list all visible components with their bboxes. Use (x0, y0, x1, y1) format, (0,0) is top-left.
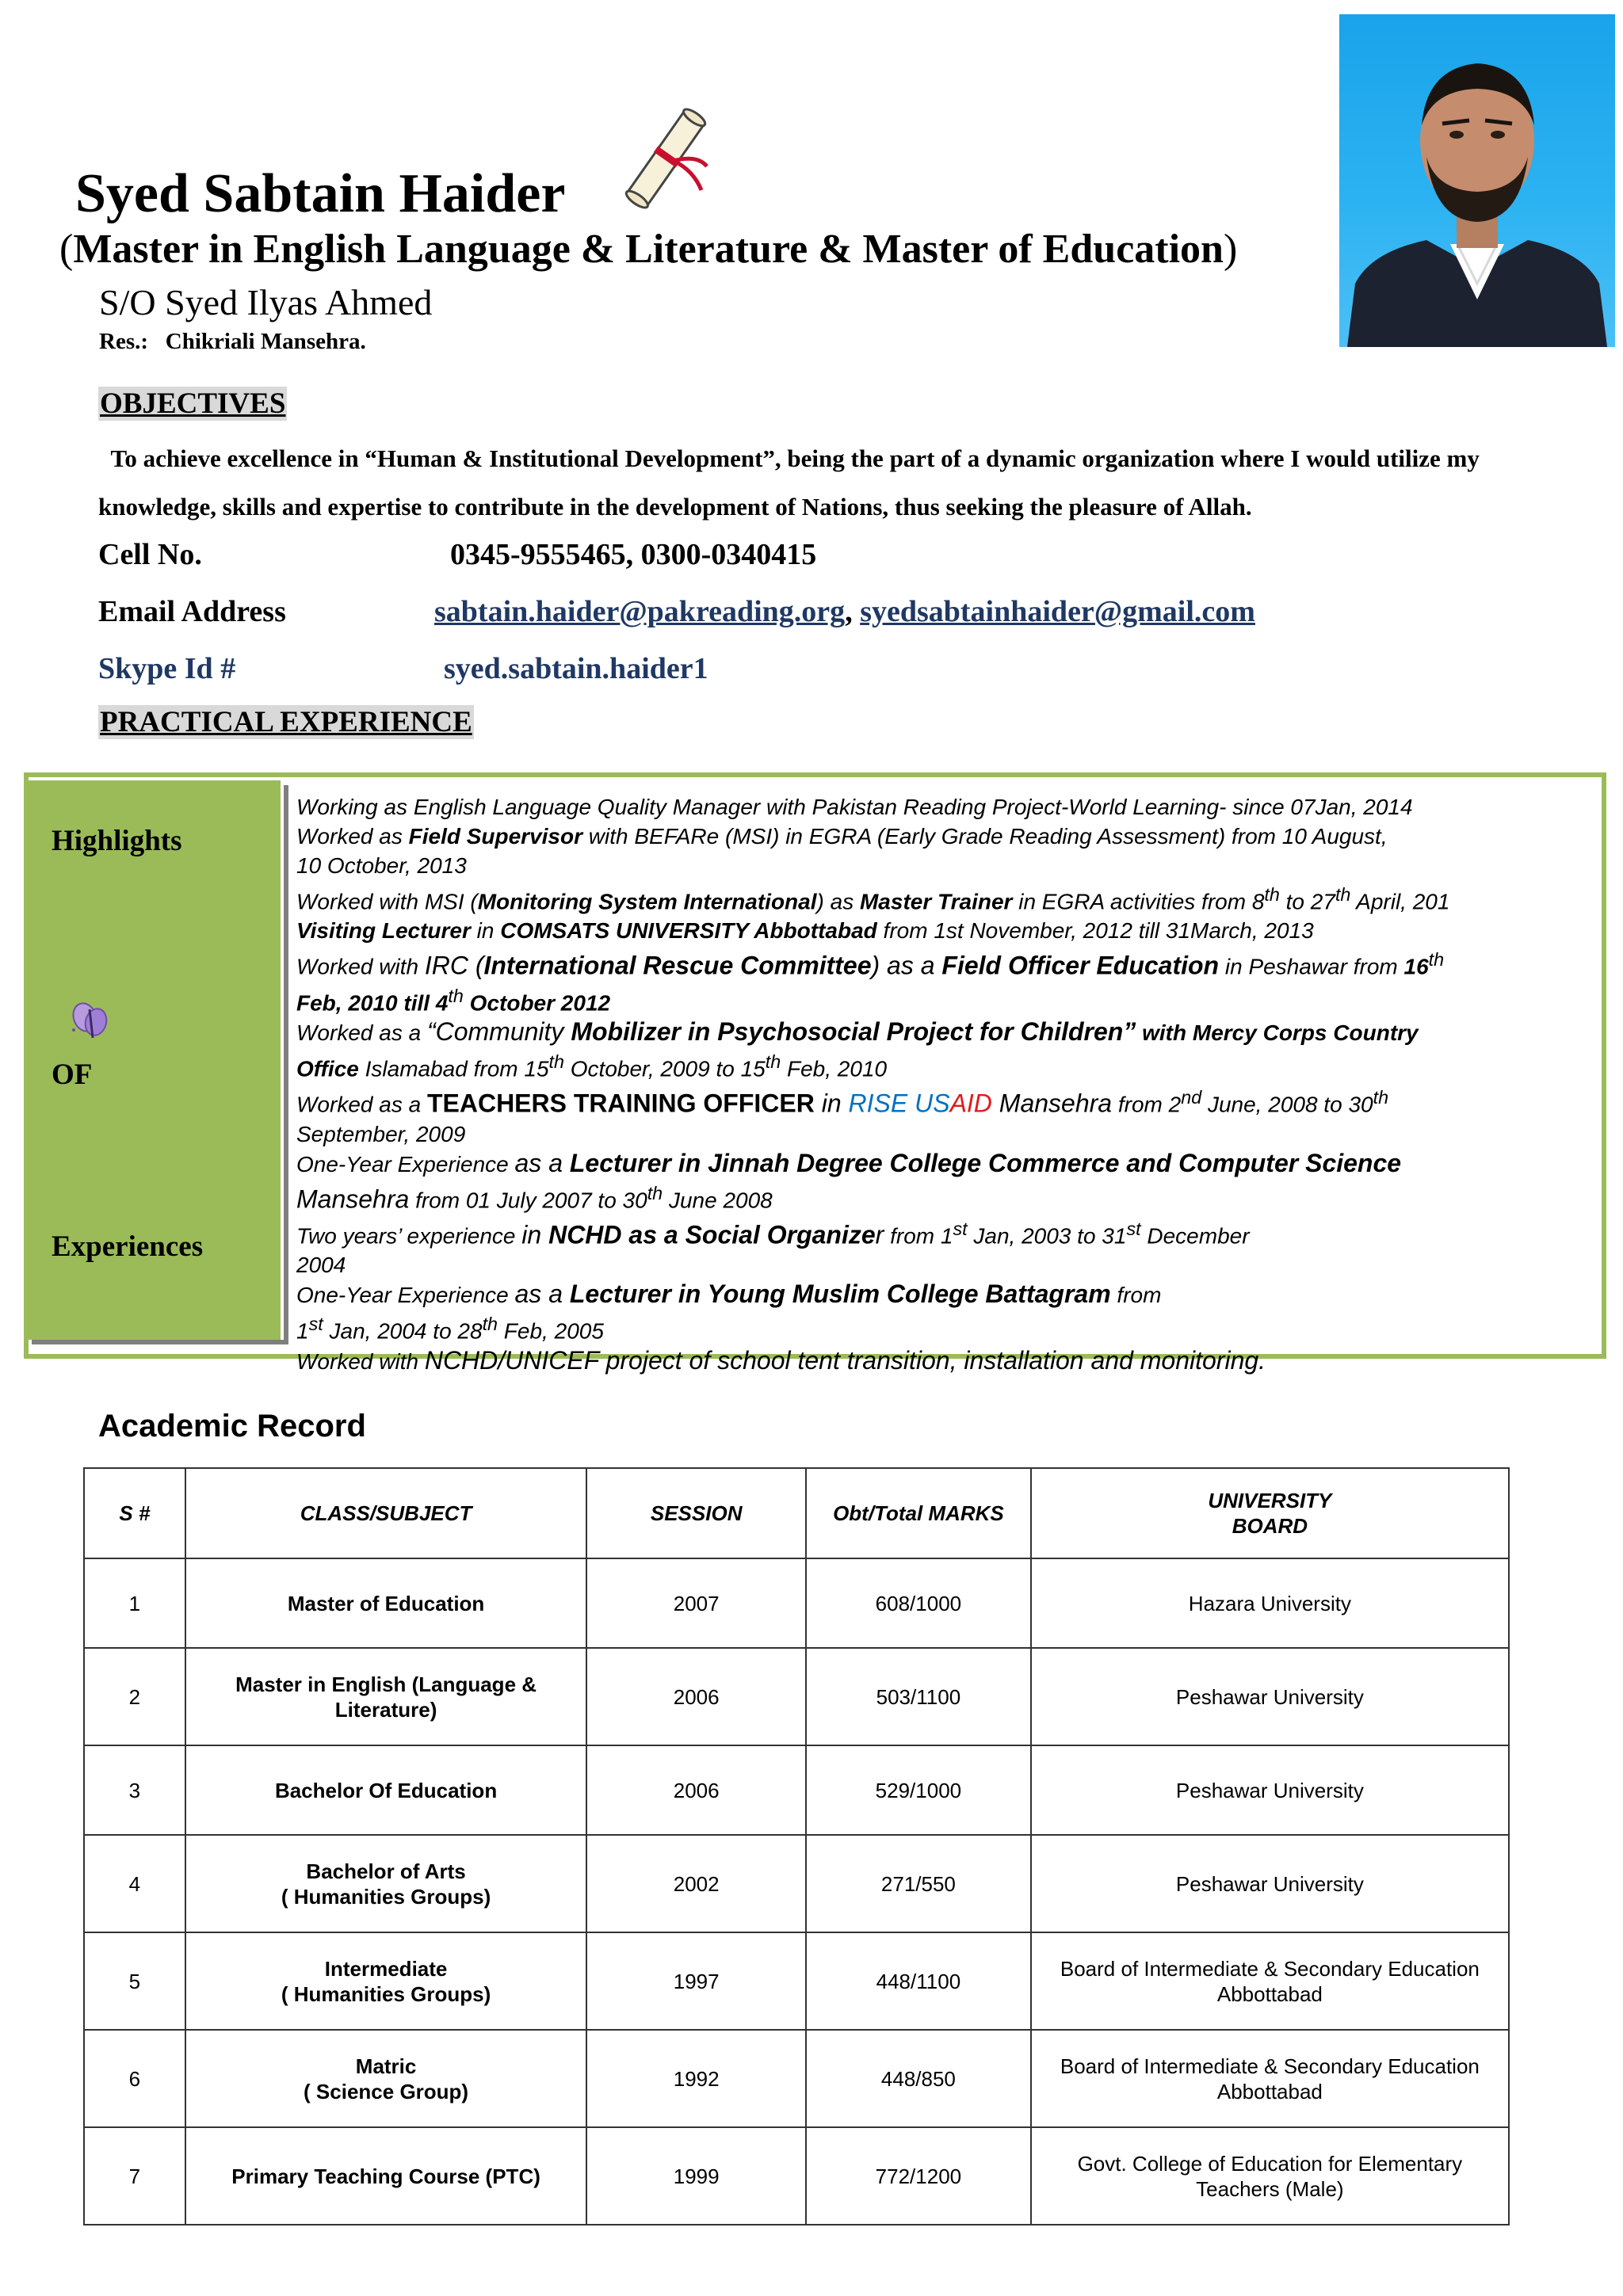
cell-board (1031, 1835, 1509, 1932)
experience-item-11: Worked with NCHD/UNICEF project of school tent transition, installation and monitoring. (296, 1345, 1266, 1375)
degree-text: Master in English Language & Literature & Master of Education (73, 227, 1224, 272)
cell-session-text: 2007 (673, 1591, 720, 1615)
cell-class (185, 1932, 586, 2030)
table-row (84, 2030, 1509, 2127)
cell-sno (84, 1745, 185, 1835)
experience-item-5-cont: Feb, 2010 till 4th October 2012 (296, 985, 611, 1015)
cell-sno-text: 1 (128, 1591, 141, 1615)
cell-sno-text: 2 (128, 1684, 141, 1709)
cell-board (1031, 1932, 1509, 2030)
header-sno: S # (84, 1468, 185, 1558)
father-name: S/O Syed Ilyas Ahmed (99, 282, 433, 322)
cell-sno-text: 7 (128, 2164, 141, 2188)
profile-photo (1339, 14, 1615, 347)
cell-board-text: Peshawar University (1175, 1684, 1364, 1709)
academic-record-table (83, 1467, 1510, 2225)
cell-sno (84, 1835, 185, 1932)
cell-marks-text: 608/1000 (875, 1591, 962, 1615)
experience-list (296, 792, 1596, 1376)
experience-item-8: One-Year Experience as a Lecturer in Jinnah Degree College Commerce and Computer Science (296, 1148, 1402, 1177)
cell-class-text: Intermediate (324, 1956, 448, 1981)
cell-marks-text: 271/550 (880, 1871, 956, 1896)
email-label: Email Address (98, 595, 286, 628)
table-row (84, 2127, 1509, 2225)
header-marks: Obt/Total MARKS (806, 1468, 1031, 1558)
experience-item-4: Visiting Lecturer in COMSATS UNIVERSITY Abbottabad from 1st November, 2012 till 31March, 2013 (296, 918, 1314, 944)
academic-record-heading: Academic Record (98, 1409, 366, 1444)
cell-sno-text: 4 (128, 1871, 141, 1896)
cell-board (1031, 2030, 1509, 2127)
email-link-personal[interactable]: syedsabtainhaider@gmail.com (860, 595, 1255, 628)
cell-marks (806, 1648, 1031, 1745)
cell-session-text: 2002 (673, 1871, 720, 1896)
table-header-row (84, 1468, 1509, 1558)
butterfly-icon (67, 998, 115, 1046)
email-value (434, 594, 1255, 629)
table-row (84, 1745, 1509, 1835)
residence-label: Res.: (99, 329, 149, 354)
email-separator: , (845, 595, 861, 628)
skype-value: syed.sabtain.haider1 (444, 652, 708, 685)
cell-session-text: 1999 (673, 2164, 720, 2188)
cell-class-text: Matric (355, 2054, 417, 2078)
cell-marks (806, 2030, 1031, 2127)
cell-class-text: Master in English (Language & (235, 1672, 537, 1696)
cell-board-text: Abbottabad (1216, 2079, 1323, 2103)
cell-class (185, 1745, 586, 1835)
cell-board-text: Peshawar University (1175, 1871, 1364, 1896)
cell-session-text: 1997 (673, 1969, 720, 1993)
header-session: SESSION (586, 1468, 806, 1558)
cell-session-text: 2006 (673, 1778, 720, 1802)
cell-session (586, 1835, 806, 1932)
cell-sno (84, 1558, 185, 1648)
cell-class (185, 2127, 586, 2225)
cell-session (586, 1932, 806, 2030)
table-row (84, 1558, 1509, 1648)
cell-session (586, 1558, 806, 1648)
cell-marks (806, 1932, 1031, 2030)
sidebar-experiences: Experiences (52, 1230, 204, 1263)
cell-sno (84, 1648, 185, 1745)
cell-class-text: ( Humanities Groups) (281, 1981, 491, 2006)
cell-board-text: Hazara University (1188, 1591, 1351, 1615)
profile-photo-figure (1339, 14, 1615, 347)
cell-board-text: Abbottabad (1216, 1981, 1323, 2006)
experience-item-6-cont: Office Islamabad from 15th October, 2009 to 15th Feb, 2010 (296, 1051, 888, 1081)
cell-label: Cell No. (98, 538, 202, 571)
cell-board-text: Peshawar University (1175, 1778, 1364, 1802)
cell-marks-text: 448/1100 (876, 1969, 961, 1993)
objectives-paragraph: To achieve excellence in “Human & Institutional Development”, being the part of a dynamic organization where I would utilize my knowledge, skills and expertise to contribute in the development of Nations, thus seeking the pleasure of Allah. (98, 444, 1480, 521)
cell-sno-text: 5 (128, 1969, 141, 1993)
cell-board (1031, 2127, 1509, 2225)
cell-marks (806, 2127, 1031, 2225)
cell-session-text: 1992 (673, 2066, 720, 2091)
objectives-text (98, 434, 1549, 531)
cell-session (586, 1648, 806, 1745)
cell-board-text: Teachers (Male) (1196, 2176, 1344, 2201)
cell-board (1031, 1745, 1509, 1835)
candidate-name: Syed Sabtain Haider (75, 163, 566, 224)
cell-class-text: ( Science Group) (304, 2079, 469, 2103)
cell-session-text: 2006 (673, 1684, 720, 1709)
cell-class (185, 1648, 586, 1745)
sidebar-highlights: Highlights (52, 825, 182, 857)
cell-class-text: Bachelor of Arts (306, 1859, 466, 1883)
objectives-heading: OBJECTIVES (100, 387, 286, 420)
cell-marks (806, 1558, 1031, 1648)
cell-board-text: Govt. College of Education for Elementary (1077, 2151, 1463, 2176)
cell-class (185, 1558, 586, 1648)
experience-item-9: Two years’ experience in NCHD as a Social Organizer from 1st Jan, 2003 to 31st December (296, 1218, 1250, 1249)
sidebar-of: OF (52, 1058, 93, 1091)
header-board: UNIVERSITY BOARD (1031, 1468, 1509, 1558)
cell-sno-text: 6 (128, 2066, 141, 2091)
email-link-work[interactable]: sabtain.haider@pakreading.org (434, 595, 846, 628)
cell-sno (84, 2127, 185, 2225)
cell-marks (806, 1745, 1031, 1835)
cell-sno-text: 3 (128, 1778, 141, 1802)
experience-item-2-cont: 10 October, 2013 (296, 853, 467, 878)
cell-board-text: Board of Intermediate & Secondary Education (1060, 1956, 1480, 1981)
table-row (84, 1648, 1509, 1745)
cell-class-text: Literature) (334, 1697, 437, 1722)
diploma-scroll-icon (618, 99, 713, 218)
experience-item-1: Working as English Language Quality Manager with Pakistan Reading Project-World Learning- since 07Jan, 2014 (296, 795, 1413, 819)
table-row (84, 1932, 1509, 2030)
cell-class-text: Primary Teaching Course (PTC) (231, 2164, 540, 2188)
cell-class (185, 1835, 586, 1932)
experience-item-9-cont: 2004 (296, 1253, 346, 1278)
cell-marks-text: 529/1000 (875, 1778, 962, 1802)
experience-item-10-cont: 1st Jan, 2004 to 28th Feb, 2005 (296, 1314, 604, 1344)
experience-item-10: One-Year Experience as a Lecturer in Young Muslim College Battagram from (296, 1280, 1162, 1309)
cell-board-text: Board of Intermediate & Secondary Education (1060, 2054, 1480, 2078)
cell-sno (84, 1932, 185, 2030)
experience-item-3: Worked with MSI (Monitoring System International) as Master Trainer in EGRA activities from 8th to 27th April, 201 (296, 884, 1450, 914)
cell-board (1031, 1648, 1509, 1745)
degree-open-paren: ( (59, 227, 74, 272)
experience-item-5: Worked with IRC (International Rescue Committee) as a Field Officer Education in Peshawar from 16th (296, 949, 1445, 980)
cell-value: 0345-9555465, 0300-0340415 (450, 538, 817, 571)
degree-line (59, 226, 1237, 273)
cell-marks (806, 1835, 1031, 1932)
cell-marks-text: 448/850 (880, 2066, 956, 2091)
table-row (84, 1835, 1509, 1932)
experience-item-2: Worked as Field Supervisor with BEFARe (MSI) in EGRA (Early Grade Reading Assessment) from 10 August, (296, 824, 1388, 849)
experience-item-8-cont: Mansehra from 01 July 2007 to 30th June 2008 (296, 1182, 773, 1213)
cell-marks-text: 772/1200 (875, 2164, 962, 2188)
cell-class-text: Master of Education (287, 1591, 485, 1615)
experience-item-7-cont: September, 2009 (296, 1121, 466, 1146)
residence (99, 329, 366, 355)
degree-close-paren: ) (1223, 227, 1238, 272)
experience-item-6: Worked as a “Community Mobilizer in Psychosocial Project for Children” with Mercy Corps Country (296, 1016, 1419, 1046)
skype-label: Skype Id # (98, 652, 236, 685)
practical-experience-heading: PRACTICAL EXPERIENCE (100, 706, 472, 738)
cell-marks-text: 503/1100 (876, 1684, 961, 1709)
header-class: CLASS/SUBJECT (185, 1468, 586, 1558)
experience-item-7: Worked as a TEACHERS TRAINING OFFICER in RISE USAID Mansehra from 2nd June, 2008 to 30th (296, 1087, 1389, 1118)
cell-session (586, 2030, 806, 2127)
cell-session (586, 2127, 806, 2225)
cell-class-text: Bachelor Of Education (274, 1778, 498, 1802)
residence-value: Chikriali Mansehra. (165, 329, 366, 354)
cell-class-text: ( Humanities Groups) (281, 1884, 491, 1909)
cell-class (185, 2030, 586, 2127)
cell-session (586, 1745, 806, 1835)
cell-sno (84, 2030, 185, 2127)
cell-board (1031, 1558, 1509, 1648)
